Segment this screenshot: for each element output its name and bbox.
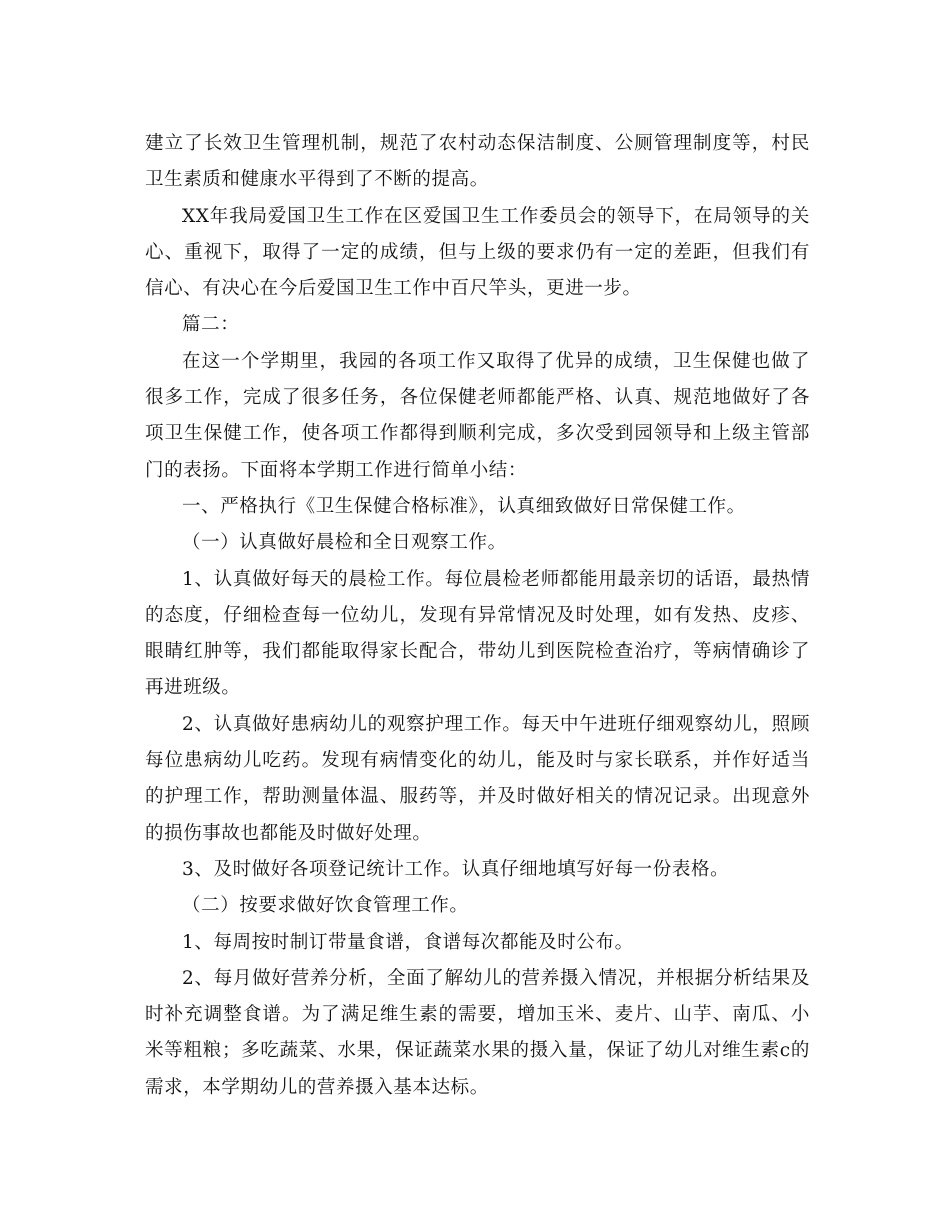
list-item-4: 1、每周按时制订带量食谱，食谱每次都能及时公布。 <box>182 931 634 953</box>
section-heading-1: 一、严格执行《卫生保健合格标准》，认真细致做好日常保健工作。 <box>182 495 746 517</box>
paragraph-4: 在这一个学期里，我园的各项工作又取得了优异的成绩，卫生保健也做了很多工作，完成了很多任务，各位保健老师都能严格、认真、规范地做好了各项卫生保健工作，使各项工作都得到顺利完成，多次受到园领导和上级主管部门的表扬。下面将本学期工作进行简单小结： <box>145 350 810 481</box>
subsection-heading-2: （二）按要求做好饮食管理工作。 <box>182 895 469 917</box>
list-item-5: 2、每月做好营养分析，全面了解幼儿的营养摄入情况，并根据分析结果及时补充调整食谱。为了满足维生素的需要，增加玉米、麦片、山芋、南瓜、小米等粗粮；多吃蔬菜、水果，保证蔬菜水果的摄入量，保证了幼儿对维生素c的需求，本学期幼儿的营养摄入基本达标。 <box>145 967 810 1098</box>
section-heading-part-two: 篇二： <box>182 314 240 336</box>
list-item-2: 2、认真做好患病幼儿的观察护理工作。每天中午进班仔细观察幼儿，照顾每位患病幼儿吃药。发现有病情变化的幼儿，能及时与家长联系，并作好适当的护理工作，帮助测量体温、服药等，并及时做好相关的情况记录。出现意外的损伤事故也都能及时做好处理。 <box>145 713 810 844</box>
paragraph-2: XX年我局爱国卫生工作在区爱国卫生工作委员会的领导下，在局领导的关心、重视下，取得了一定的成绩，但与上级的要求仍有一定的差距，但我们有信心、有决心在今后爱国卫生工作中百尺竿头，更进一步。 <box>145 205 810 300</box>
subsection-heading-1: （一）认真做好晨检和全日观察工作。 <box>182 532 507 554</box>
paragraph-1: 建立了长效卫生管理机制，规范了农村动态保洁制度、公厕管理制度等，村民卫生素质和健康水平得到了不断的提高。 <box>145 133 810 191</box>
document-body <box>145 126 810 1106</box>
list-item-1: 1、认真做好每天的晨检工作。每位晨检老师都能用最亲切的话语，最热情的态度，仔细检查每一位幼儿，发现有异常情况及时处理，如有发热、皮疹、眼睛红肿等，我们都能取得家长配合，带幼儿到医院检查治疗，等病情确诊了再进班级。 <box>145 568 810 699</box>
list-item-3: 3、及时做好各项登记统计工作。认真仔细地填写好每一份表格。 <box>182 858 730 880</box>
